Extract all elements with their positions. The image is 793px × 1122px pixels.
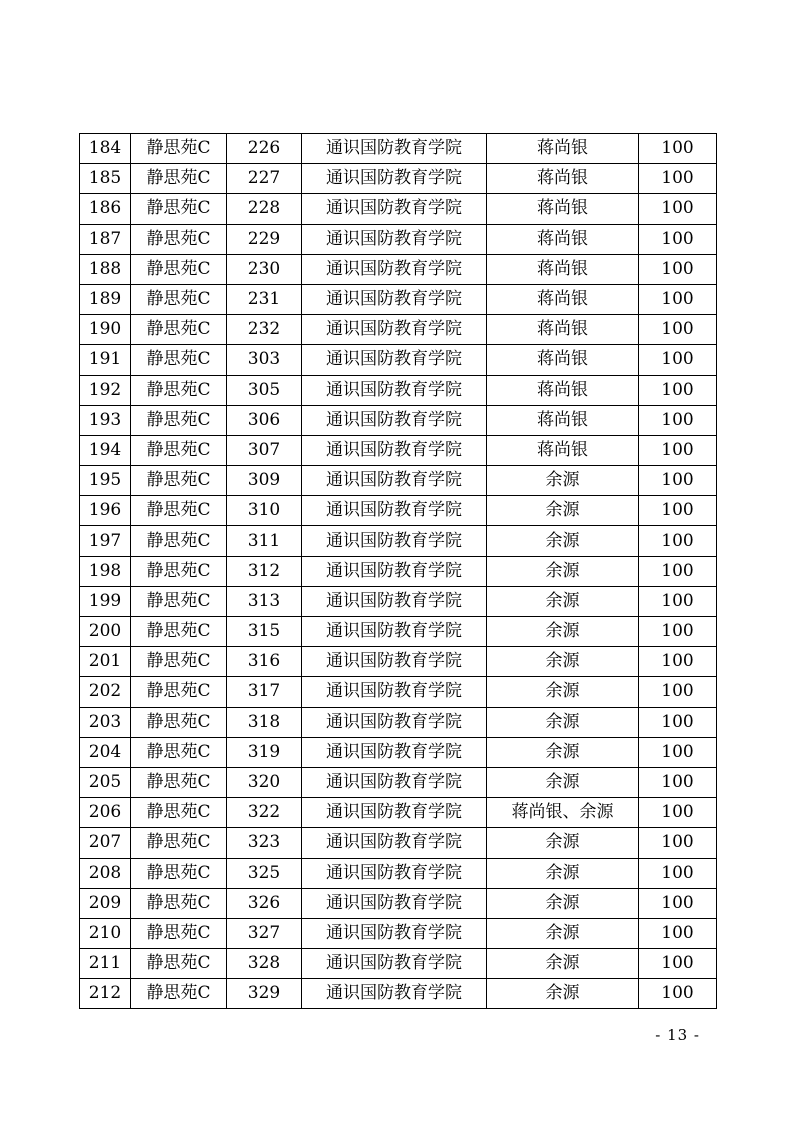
cell-serial-number: 198 <box>80 556 131 586</box>
table-row <box>80 586 717 616</box>
cell-room-number: 303 <box>227 345 302 375</box>
cell-college: 通识国防教育学院 <box>302 224 487 254</box>
table-row <box>80 617 717 647</box>
cell-inspector: 余源 <box>487 737 639 767</box>
cell-room-number: 310 <box>227 496 302 526</box>
cell-college: 通识国防教育学院 <box>302 345 487 375</box>
cell-inspector: 余源 <box>487 586 639 616</box>
cell-serial-number: 204 <box>80 737 131 767</box>
cell-room-number: 315 <box>227 617 302 647</box>
cell-building: 静思苑C <box>131 435 227 465</box>
cell-building: 静思苑C <box>131 526 227 556</box>
table-row <box>80 858 717 888</box>
table-row <box>80 949 717 979</box>
cell-score: 100 <box>639 526 717 556</box>
cell-score: 100 <box>639 737 717 767</box>
cell-serial-number: 200 <box>80 617 131 647</box>
cell-college: 通识国防教育学院 <box>302 284 487 314</box>
cell-college: 通识国防教育学院 <box>302 405 487 435</box>
cell-college: 通识国防教育学院 <box>302 617 487 647</box>
cell-serial-number: 189 <box>80 284 131 314</box>
cell-room-number: 230 <box>227 254 302 284</box>
cell-serial-number: 186 <box>80 194 131 224</box>
cell-serial-number: 206 <box>80 798 131 828</box>
cell-college: 通识国防教育学院 <box>302 647 487 677</box>
cell-room-number: 305 <box>227 375 302 405</box>
cell-college: 通识国防教育学院 <box>302 858 487 888</box>
cell-room-number: 226 <box>227 134 302 164</box>
cell-building: 静思苑C <box>131 466 227 496</box>
cell-score: 100 <box>639 888 717 918</box>
cell-serial-number: 201 <box>80 647 131 677</box>
cell-score: 100 <box>639 224 717 254</box>
cell-college: 通识国防教育学院 <box>302 466 487 496</box>
cell-college: 通识国防教育学院 <box>302 949 487 979</box>
cell-serial-number: 202 <box>80 677 131 707</box>
cell-room-number: 231 <box>227 284 302 314</box>
cell-college: 通识国防教育学院 <box>302 164 487 194</box>
table-row <box>80 134 717 164</box>
cell-college: 通识国防教育学院 <box>302 888 487 918</box>
cell-score: 100 <box>639 828 717 858</box>
cell-building: 静思苑C <box>131 677 227 707</box>
cell-building: 静思苑C <box>131 888 227 918</box>
cell-room-number: 318 <box>227 707 302 737</box>
cell-building: 静思苑C <box>131 315 227 345</box>
cell-score: 100 <box>639 617 717 647</box>
cell-college: 通识国防教育学院 <box>302 798 487 828</box>
table-row <box>80 918 717 948</box>
cell-score: 100 <box>639 254 717 284</box>
cell-room-number: 323 <box>227 828 302 858</box>
cell-building: 静思苑C <box>131 164 227 194</box>
cell-score: 100 <box>639 556 717 586</box>
cell-room-number: 306 <box>227 405 302 435</box>
cell-building: 静思苑C <box>131 767 227 797</box>
table-row <box>80 375 717 405</box>
cell-building: 静思苑C <box>131 798 227 828</box>
table-row <box>80 526 717 556</box>
cell-inspector: 蒋尚银 <box>487 435 639 465</box>
cell-serial-number: 209 <box>80 888 131 918</box>
table-row <box>80 224 717 254</box>
cell-score: 100 <box>639 345 717 375</box>
cell-college: 通识国防教育学院 <box>302 496 487 526</box>
cell-serial-number: 187 <box>80 224 131 254</box>
cell-room-number: 326 <box>227 888 302 918</box>
cell-inspector: 蒋尚银 <box>487 405 639 435</box>
cell-building: 静思苑C <box>131 617 227 647</box>
cell-score: 100 <box>639 194 717 224</box>
table-row <box>80 164 717 194</box>
cell-room-number: 320 <box>227 767 302 797</box>
cell-room-number: 327 <box>227 918 302 948</box>
cell-serial-number: 205 <box>80 767 131 797</box>
cell-building: 静思苑C <box>131 556 227 586</box>
cell-score: 100 <box>639 798 717 828</box>
cell-inspector: 余源 <box>487 526 639 556</box>
table-row <box>80 798 717 828</box>
page-number: - 13 - <box>655 1026 700 1044</box>
cell-inspector: 蒋尚银、余源 <box>487 798 639 828</box>
cell-serial-number: 208 <box>80 858 131 888</box>
cell-college: 通识国防教育学院 <box>302 526 487 556</box>
cell-room-number: 311 <box>227 526 302 556</box>
cell-score: 100 <box>639 677 717 707</box>
table-row <box>80 254 717 284</box>
cell-serial-number: 203 <box>80 707 131 737</box>
cell-college: 通识国防教育学院 <box>302 134 487 164</box>
cell-score: 100 <box>639 979 717 1009</box>
table-row <box>80 647 717 677</box>
cell-building: 静思苑C <box>131 405 227 435</box>
table-row <box>80 284 717 314</box>
cell-score: 100 <box>639 284 717 314</box>
cell-score: 100 <box>639 435 717 465</box>
cell-room-number: 309 <box>227 466 302 496</box>
cell-inspector: 蒋尚银 <box>487 375 639 405</box>
cell-room-number: 313 <box>227 586 302 616</box>
cell-college: 通识国防教育学院 <box>302 315 487 345</box>
table-row <box>80 315 717 345</box>
cell-serial-number: 192 <box>80 375 131 405</box>
cell-serial-number: 199 <box>80 586 131 616</box>
table-row <box>80 345 717 375</box>
cell-room-number: 232 <box>227 315 302 345</box>
cell-inspector: 蒋尚银 <box>487 315 639 345</box>
cell-building: 静思苑C <box>131 284 227 314</box>
cell-score: 100 <box>639 586 717 616</box>
cell-building: 静思苑C <box>131 707 227 737</box>
cell-building: 静思苑C <box>131 194 227 224</box>
cell-room-number: 328 <box>227 949 302 979</box>
cell-inspector: 余源 <box>487 979 639 1009</box>
cell-inspector: 余源 <box>487 556 639 586</box>
cell-room-number: 229 <box>227 224 302 254</box>
cell-inspector: 余源 <box>487 949 639 979</box>
cell-serial-number: 211 <box>80 949 131 979</box>
cell-score: 100 <box>639 164 717 194</box>
cell-score: 100 <box>639 134 717 164</box>
cell-inspector: 余源 <box>487 767 639 797</box>
cell-inspector: 余源 <box>487 466 639 496</box>
cell-college: 通识国防教育学院 <box>302 375 487 405</box>
table-row <box>80 556 717 586</box>
roster-table <box>79 133 717 1009</box>
cell-inspector: 蒋尚银 <box>487 194 639 224</box>
cell-serial-number: 196 <box>80 496 131 526</box>
cell-building: 静思苑C <box>131 737 227 767</box>
cell-inspector: 蒋尚银 <box>487 164 639 194</box>
cell-score: 100 <box>639 949 717 979</box>
cell-serial-number: 197 <box>80 526 131 556</box>
cell-serial-number: 184 <box>80 134 131 164</box>
cell-college: 通识国防教育学院 <box>302 979 487 1009</box>
cell-college: 通识国防教育学院 <box>302 586 487 616</box>
cell-inspector: 余源 <box>487 677 639 707</box>
cell-building: 静思苑C <box>131 134 227 164</box>
cell-score: 100 <box>639 315 717 345</box>
cell-room-number: 228 <box>227 194 302 224</box>
cell-college: 通识国防教育学院 <box>302 194 487 224</box>
cell-room-number: 316 <box>227 647 302 677</box>
table-row <box>80 405 717 435</box>
cell-room-number: 317 <box>227 677 302 707</box>
cell-inspector: 蒋尚银 <box>487 224 639 254</box>
cell-college: 通识国防教育学院 <box>302 707 487 737</box>
cell-serial-number: 207 <box>80 828 131 858</box>
cell-college: 通识国防教育学院 <box>302 767 487 797</box>
cell-college: 通识国防教育学院 <box>302 254 487 284</box>
cell-score: 100 <box>639 496 717 526</box>
cell-score: 100 <box>639 405 717 435</box>
cell-score: 100 <box>639 375 717 405</box>
cell-room-number: 325 <box>227 858 302 888</box>
cell-room-number: 312 <box>227 556 302 586</box>
cell-serial-number: 188 <box>80 254 131 284</box>
cell-room-number: 227 <box>227 164 302 194</box>
cell-building: 静思苑C <box>131 586 227 616</box>
cell-building: 静思苑C <box>131 918 227 948</box>
table-row <box>80 677 717 707</box>
cell-college: 通识国防教育学院 <box>302 737 487 767</box>
cell-inspector: 余源 <box>487 858 639 888</box>
table-row <box>80 435 717 465</box>
table-row <box>80 737 717 767</box>
cell-room-number: 319 <box>227 737 302 767</box>
cell-room-number: 307 <box>227 435 302 465</box>
cell-inspector: 余源 <box>487 647 639 677</box>
table-row <box>80 979 717 1009</box>
cell-serial-number: 193 <box>80 405 131 435</box>
cell-inspector: 余源 <box>487 828 639 858</box>
cell-building: 静思苑C <box>131 254 227 284</box>
cell-score: 100 <box>639 767 717 797</box>
cell-inspector: 蒋尚银 <box>487 254 639 284</box>
cell-score: 100 <box>639 707 717 737</box>
cell-building: 静思苑C <box>131 496 227 526</box>
cell-inspector: 蒋尚银 <box>487 345 639 375</box>
cell-serial-number: 185 <box>80 164 131 194</box>
cell-serial-number: 190 <box>80 315 131 345</box>
table-row <box>80 496 717 526</box>
cell-building: 静思苑C <box>131 647 227 677</box>
table-row <box>80 828 717 858</box>
cell-inspector: 蒋尚银 <box>487 134 639 164</box>
cell-serial-number: 191 <box>80 345 131 375</box>
cell-inspector: 余源 <box>487 918 639 948</box>
cell-inspector: 蒋尚银 <box>487 284 639 314</box>
cell-college: 通识国防教育学院 <box>302 918 487 948</box>
cell-inspector: 余源 <box>487 496 639 526</box>
cell-building: 静思苑C <box>131 224 227 254</box>
cell-building: 静思苑C <box>131 949 227 979</box>
cell-score: 100 <box>639 466 717 496</box>
cell-room-number: 322 <box>227 798 302 828</box>
cell-score: 100 <box>639 858 717 888</box>
cell-college: 通识国防教育学院 <box>302 435 487 465</box>
cell-room-number: 329 <box>227 979 302 1009</box>
table-row <box>80 466 717 496</box>
table-row <box>80 888 717 918</box>
roster-table-body <box>80 134 717 1009</box>
cell-score: 100 <box>639 918 717 948</box>
cell-college: 通识国防教育学院 <box>302 556 487 586</box>
cell-inspector: 余源 <box>487 888 639 918</box>
table-row <box>80 194 717 224</box>
cell-college: 通识国防教育学院 <box>302 677 487 707</box>
cell-serial-number: 195 <box>80 466 131 496</box>
cell-score: 100 <box>639 647 717 677</box>
cell-building: 静思苑C <box>131 979 227 1009</box>
cell-serial-number: 210 <box>80 918 131 948</box>
table-row <box>80 707 717 737</box>
cell-building: 静思苑C <box>131 858 227 888</box>
cell-college: 通识国防教育学院 <box>302 828 487 858</box>
cell-serial-number: 212 <box>80 979 131 1009</box>
cell-serial-number: 194 <box>80 435 131 465</box>
table-row <box>80 767 717 797</box>
cell-building: 静思苑C <box>131 828 227 858</box>
cell-inspector: 余源 <box>487 707 639 737</box>
cell-building: 静思苑C <box>131 345 227 375</box>
cell-inspector: 余源 <box>487 617 639 647</box>
cell-building: 静思苑C <box>131 375 227 405</box>
